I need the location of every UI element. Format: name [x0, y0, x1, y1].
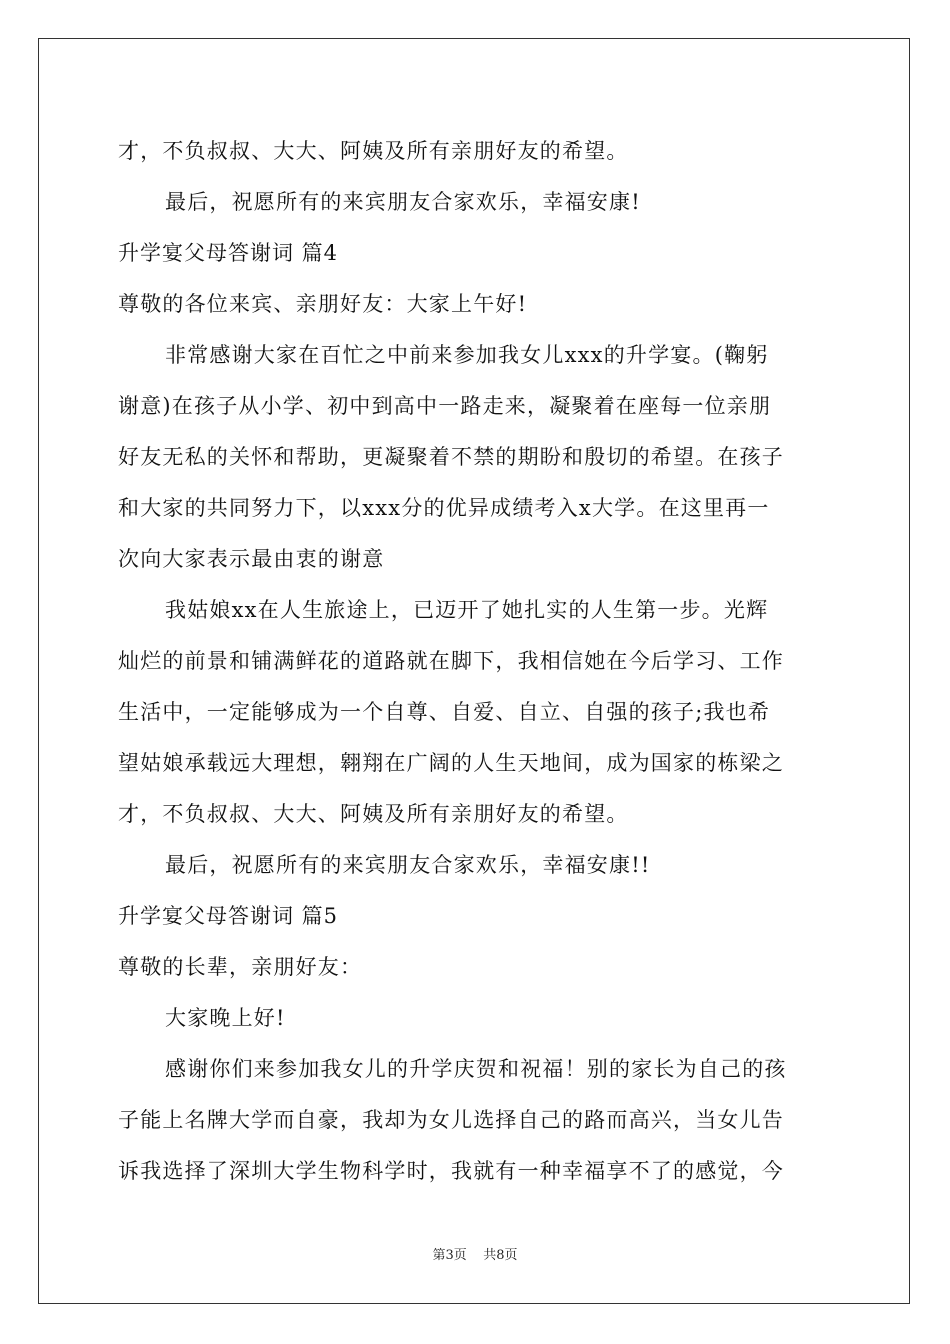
text-line: 诉我选择了深圳大学生物科学时，我就有一种幸福享不了的感觉，今: [118, 1159, 784, 1183]
footer-spacer: [467, 1248, 484, 1263]
text-line: 望姑娘承载远大理想，翱翔在广阔的人生天地间，成为国家的栋梁之: [118, 751, 784, 775]
total-pages: 共8页: [483, 1248, 518, 1263]
text-line: 才，不负叔叔、大大、阿姨及所有亲朋好友的希望。: [118, 802, 629, 826]
text-line: 才，不负叔叔、大大、阿姨及所有亲朋好友的希望。: [118, 139, 629, 163]
paragraph-line: 最后，祝愿所有的来宾朋友合家欢乐，幸福安康!!: [165, 853, 651, 877]
paragraph-line: 最后，祝愿所有的来宾朋友合家欢乐，幸福安康!: [165, 190, 641, 214]
paragraph-line: 感谢你们来参加我女儿的升学庆贺和祝福！别的家长为自己的孩: [165, 1057, 787, 1081]
text-line: 和大家的共同努力下，以xxx分的优异成绩考入x大学。在这里再一: [118, 496, 770, 520]
text-line: 次向大家表示最由衷的谢意: [118, 547, 385, 571]
text-line: 子能上名牌大学而自豪，我却为女儿选择自己的路而高兴，当女儿告: [118, 1108, 784, 1132]
paragraph-line: 非常感谢大家在百忙之中前来参加我女儿xxx的升学宴。(鞠躬: [165, 343, 769, 367]
greeting-line: 大家晚上好!: [165, 1006, 286, 1030]
page-footer: [0, 1247, 950, 1265]
page-number: 第3页: [432, 1248, 467, 1263]
salutation-line: 尊敬的长辈，亲朋好友：: [118, 955, 363, 979]
text-line: 谢意)在孩子从小学、初中到高中一路走来，凝聚着在座每一位亲朋: [118, 394, 772, 418]
document-body: [118, 126, 834, 1197]
salutation-line: 尊敬的各位来宾、亲朋好友：大家上午好!: [118, 292, 528, 316]
section-heading-5: 升学宴父母答谢词 篇5: [118, 904, 339, 928]
text-line: 好友无私的关怀和帮助，更凝聚着不禁的期盼和殷切的希望。在孩子: [118, 445, 784, 469]
text-line: 生活中，一定能够成为一个自尊、自爱、自立、自强的孩子;我也希: [118, 700, 771, 724]
text-line: 灿烂的前景和铺满鲜花的道路就在脚下，我相信她在今后学习、工作: [118, 649, 784, 673]
paragraph-line: 我姑娘xx在人生旅途上，已迈开了她扎实的人生第一步。光辉: [165, 598, 769, 622]
section-heading-4: 升学宴父母答谢词 篇4: [118, 241, 339, 265]
